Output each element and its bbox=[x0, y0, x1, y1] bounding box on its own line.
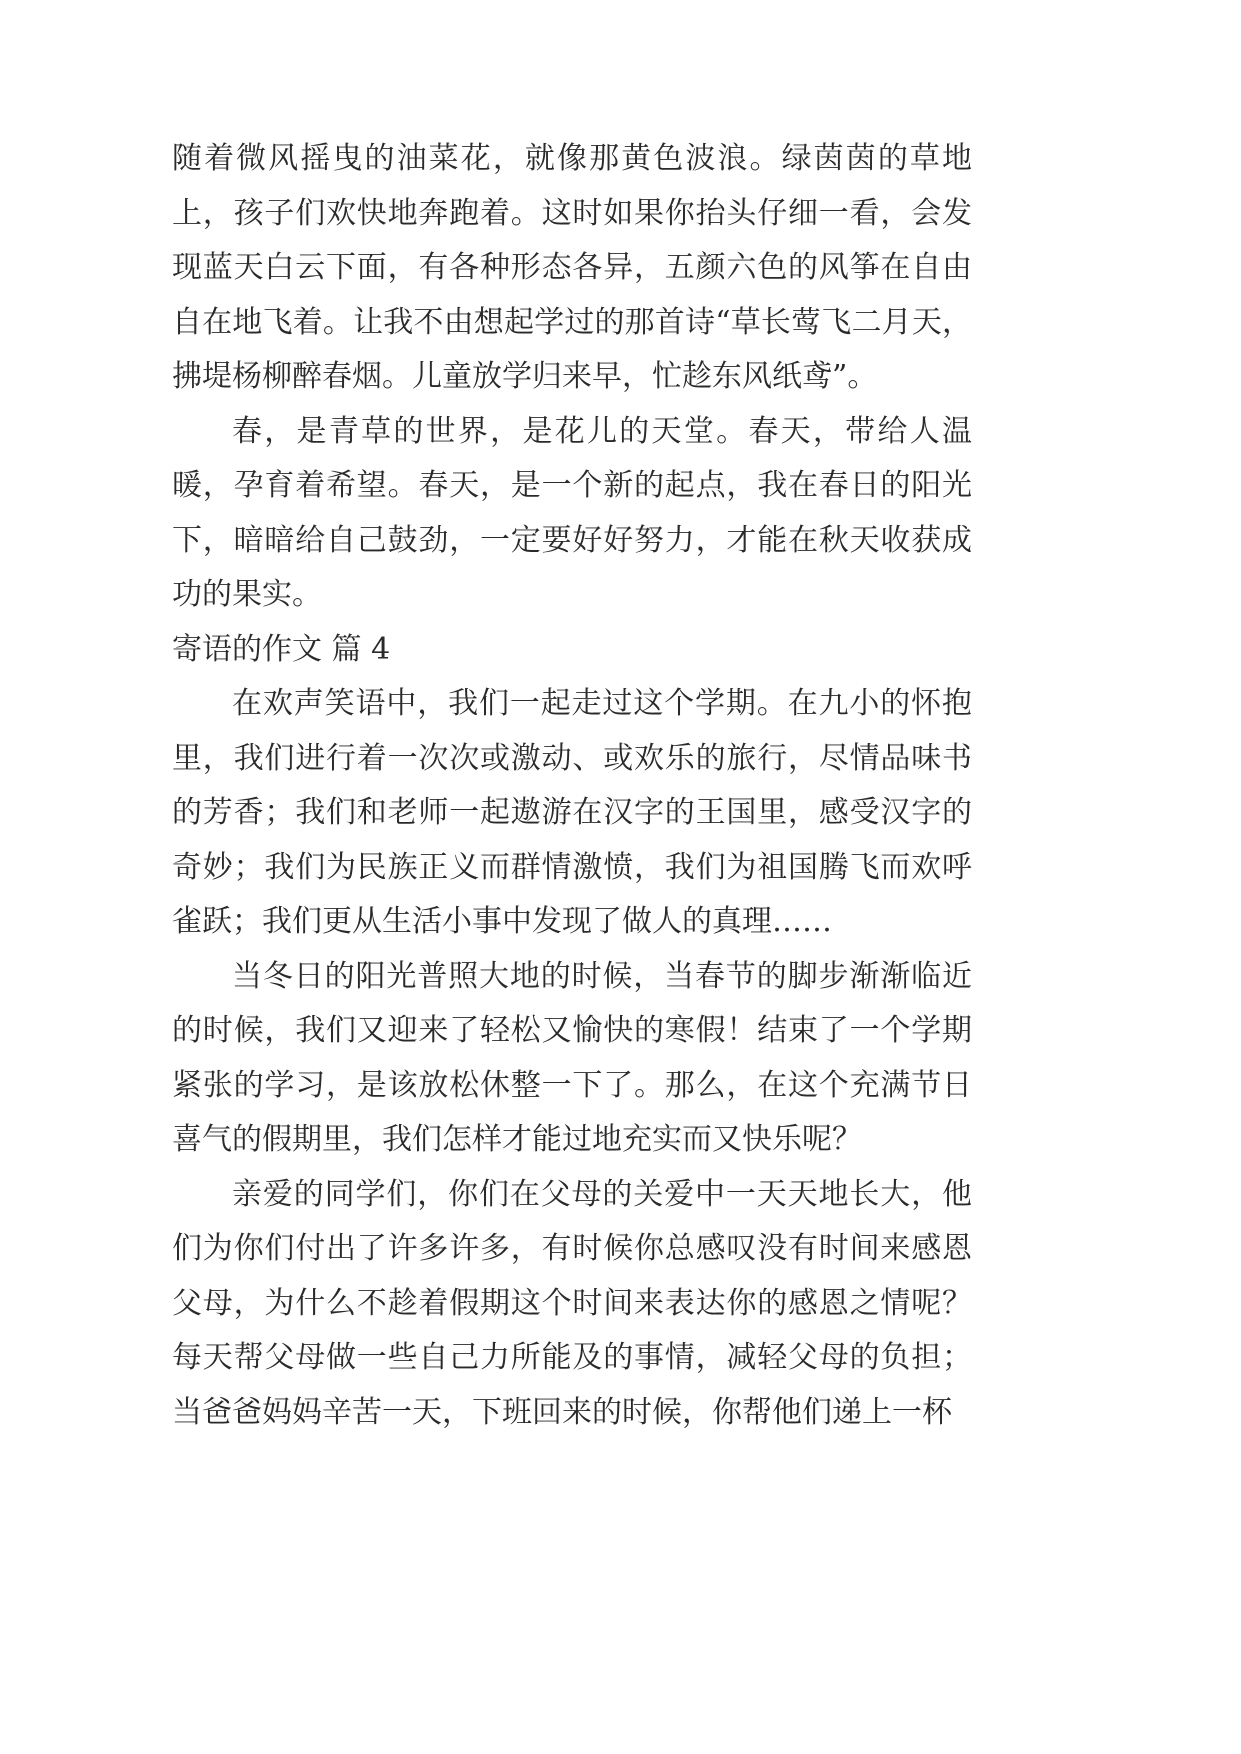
paragraph: 春，是青草的世界，是花儿的天堂。春天，带给人温暖，孕育着希望。春天，是一个新的起点，我在春日的阳光下，暗暗给自己鼓劲，一定要好好努力，才能在秋天收获成功的果实。 bbox=[172, 413, 972, 612]
paragraph: 亲爱的同学们，你们在父母的关爱中一天天地长大，他们为你们付出了许多许多，有时候你总感叹没有时间来感恩父母，为什么不趁着假期这个时间来表达你的感恩之情呢？每天帮父母做一些自己力所能及的事情，减轻父母的负担；当爸爸妈妈辛苦一天，下班回来的时候，你帮他们递上一杯 bbox=[172, 1176, 972, 1430]
document-body bbox=[172, 132, 972, 1440]
paragraph-continued: 随着微风摇曳的油菜花，就像那黄色波浪。绿茵茵的草地上，孩子们欢快地奔跑着。这时如果你抬头仔细一看，会发现蓝天白云下面，有各种形态各异，五颜六色的风筝在自由自在地飞着。让我不由想起学过的那首诗“草长莺飞二月天，拂堤杨柳醉春烟。儿童放学归来早，忙趁东风纸鸢”。 bbox=[172, 141, 972, 394]
paragraph: 当冬日的阳光普照大地的时候，当春节的脚步渐渐临近的时候，我们又迎来了轻松又愉快的寒假！结束了一个学期紧张的学习，是该放松休整一下了。那么，在这个充满节日喜气的假期里，我们怎样才能过地充实而又快乐呢？ bbox=[172, 958, 972, 1157]
section-heading: 寄语的作文 篇 4 bbox=[172, 631, 391, 667]
paragraph: 在欢声笑语中，我们一起走过这个学期。在九小的怀抱里，我们进行着一次次或激动、或欢乐的旅行，尽情品味书的芳香；我们和老师一起遨游在汉字的王国里，感受汉字的奇妙；我们为民族正义而群情激愤，我们为祖国腾飞而欢呼雀跃；我们更从生活小事中发现了做人的真理…… bbox=[172, 686, 972, 939]
